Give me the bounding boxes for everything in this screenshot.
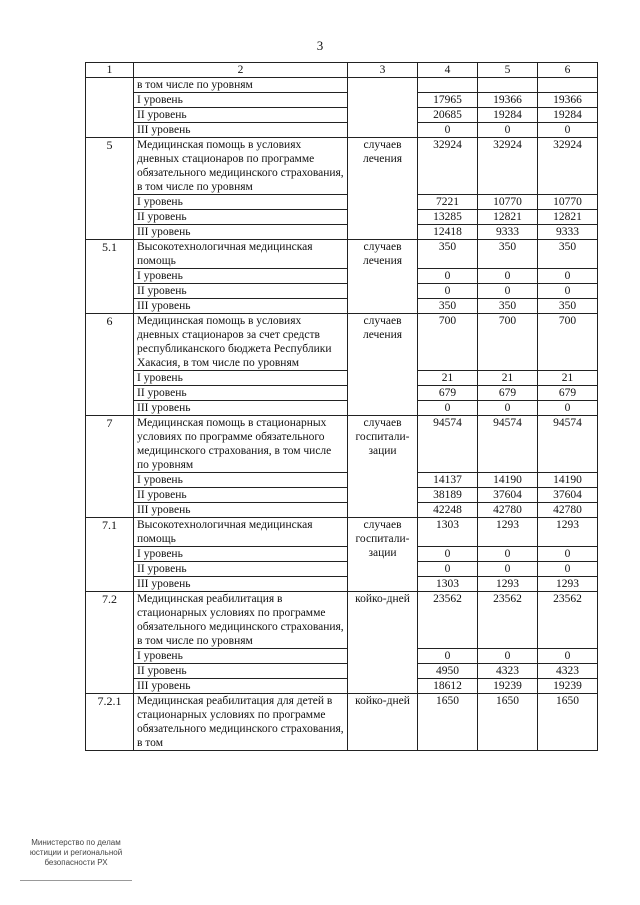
value-cell: 1303: [418, 518, 478, 547]
table-row: [86, 664, 598, 679]
value-cell: 1303: [418, 577, 478, 592]
value-cell: 12418: [418, 225, 478, 240]
value-cell: 1650: [478, 694, 538, 751]
value-cell: 21: [538, 371, 598, 386]
value-cell: 350: [418, 240, 478, 269]
value-cell: 17965: [418, 93, 478, 108]
table-row: [86, 694, 598, 751]
value-cell: 4323: [478, 664, 538, 679]
table-row: [86, 210, 598, 225]
value-cell: 0: [418, 269, 478, 284]
value-cell: 38189: [418, 488, 478, 503]
row-label: II уровень: [134, 108, 348, 123]
value-cell: 94574: [478, 416, 538, 473]
unit-cell: случаев лечения: [348, 240, 418, 314]
value-cell: 0: [478, 401, 538, 416]
value-cell: 350: [478, 299, 538, 314]
value-cell: 9333: [478, 225, 538, 240]
value-cell: 350: [418, 299, 478, 314]
value-cell: 10770: [538, 195, 598, 210]
header-cell: 2: [134, 63, 348, 78]
value-cell: 19366: [478, 93, 538, 108]
header-cell: 1: [86, 63, 134, 78]
row-label: I уровень: [134, 195, 348, 210]
table-row: [86, 577, 598, 592]
row-label: I уровень: [134, 371, 348, 386]
value-cell: 19239: [538, 679, 598, 694]
section-number-cell: [86, 78, 134, 138]
table-row: [86, 679, 598, 694]
value-cell: 23562: [418, 592, 478, 649]
value-cell: 0: [418, 547, 478, 562]
section-description: Медицинская помощь в условиях дневных стационаров по программе обязательного медицинского страхования, в том числе по уровням: [134, 138, 348, 195]
row-label: II уровень: [134, 386, 348, 401]
value-cell: 94574: [538, 416, 598, 473]
value-cell: 32924: [478, 138, 538, 195]
value-cell: 0: [538, 649, 598, 664]
section-number-cell: 7.2: [86, 592, 134, 694]
value-cell: 37604: [538, 488, 598, 503]
value-cell: 1293: [478, 518, 538, 547]
value-cell: 0: [418, 649, 478, 664]
value-cell: [478, 78, 538, 93]
section-number-cell: 5: [86, 138, 134, 240]
value-cell: 350: [538, 299, 598, 314]
value-cell: 14190: [478, 473, 538, 488]
table-row: [86, 299, 598, 314]
value-cell: 700: [478, 314, 538, 371]
unit-cell: койко-дней: [348, 694, 418, 751]
table-row: [86, 314, 598, 371]
value-cell: 0: [478, 284, 538, 299]
unit-cell: случаев госпитали-зации: [348, 518, 418, 592]
value-cell: 350: [478, 240, 538, 269]
table-row: [86, 123, 598, 138]
value-cell: 18612: [418, 679, 478, 694]
value-cell: 1650: [418, 694, 478, 751]
value-cell: 21: [478, 371, 538, 386]
row-label: в том числе по уровням: [134, 78, 348, 93]
table-row: [86, 138, 598, 195]
table-row: [86, 93, 598, 108]
value-cell: 1293: [538, 518, 598, 547]
header-cell: 3: [348, 63, 418, 78]
page-number: 3: [316, 38, 324, 53]
table-row: [86, 518, 598, 547]
header-cell: 4: [418, 63, 478, 78]
table-row: [86, 269, 598, 284]
value-cell: 0: [538, 123, 598, 138]
row-label: I уровень: [134, 93, 348, 108]
value-cell: 0: [538, 401, 598, 416]
section-description: Медицинская помощь в условиях дневных стационаров за счет средств республиканского бюджета Республики Хакасия, в том числе по уровням: [134, 314, 348, 371]
value-cell: 9333: [538, 225, 598, 240]
value-cell: 14190: [538, 473, 598, 488]
section-description: Медицинская реабилитация для детей в стационарных условиях по программе обязательного медицинского страхования, в том: [134, 694, 348, 751]
row-label: II уровень: [134, 488, 348, 503]
table-row: [86, 547, 598, 562]
stamp-line: безопасности РХ: [44, 858, 108, 867]
value-cell: 4950: [418, 664, 478, 679]
value-cell: 0: [478, 123, 538, 138]
unit-cell: [348, 78, 418, 138]
row-label: II уровень: [134, 562, 348, 577]
value-cell: 42780: [538, 503, 598, 518]
value-cell: 10770: [478, 195, 538, 210]
value-cell: 23562: [538, 592, 598, 649]
header-cell: 6: [538, 63, 598, 78]
unit-cell: койко-дней: [348, 592, 418, 694]
row-label: II уровень: [134, 664, 348, 679]
value-cell: 37604: [478, 488, 538, 503]
table-row: [86, 195, 598, 210]
value-cell: 0: [538, 284, 598, 299]
value-cell: 42780: [478, 503, 538, 518]
registration-stamp: [20, 838, 132, 881]
value-cell: 1293: [538, 577, 598, 592]
value-cell: 32924: [418, 138, 478, 195]
value-cell: 0: [478, 547, 538, 562]
table-row: [86, 503, 598, 518]
row-label: II уровень: [134, 210, 348, 225]
value-cell: 1293: [478, 577, 538, 592]
value-cell: 13285: [418, 210, 478, 225]
table-row: [86, 649, 598, 664]
value-cell: 0: [478, 649, 538, 664]
value-cell: 679: [418, 386, 478, 401]
row-label: I уровень: [134, 269, 348, 284]
table-row: [86, 371, 598, 386]
value-cell: 32924: [538, 138, 598, 195]
value-cell: 20685: [418, 108, 478, 123]
table-row: [86, 473, 598, 488]
header-row: [86, 63, 598, 78]
value-cell: [418, 78, 478, 93]
table-row: [86, 78, 598, 93]
value-cell: 19284: [478, 108, 538, 123]
value-cell: 21: [418, 371, 478, 386]
unit-cell: случаев лечения: [348, 314, 418, 416]
row-label: I уровень: [134, 649, 348, 664]
value-cell: 1650: [538, 694, 598, 751]
section-description: Медицинская помощь в стационарных условиях по программе обязательного медицинского страхования, в том числе по уровням: [134, 416, 348, 473]
table-row: [86, 416, 598, 473]
row-label: III уровень: [134, 299, 348, 314]
table-row: [86, 225, 598, 240]
section-number-cell: 7: [86, 416, 134, 518]
section-description: Высокотехнологичная медицинская помощь: [134, 518, 348, 547]
table-row: [86, 240, 598, 269]
stamp-line: юстиции и региональной: [29, 848, 123, 857]
section-number-cell: 7.2.1: [86, 694, 134, 751]
table-row: [86, 562, 598, 577]
value-cell: 0: [538, 562, 598, 577]
table-row: [86, 108, 598, 123]
row-label: III уровень: [134, 679, 348, 694]
row-label: I уровень: [134, 547, 348, 562]
value-cell: 0: [418, 123, 478, 138]
value-cell: 19239: [478, 679, 538, 694]
row-label: III уровень: [134, 577, 348, 592]
value-cell: 23562: [478, 592, 538, 649]
value-cell: 19366: [538, 93, 598, 108]
row-label: III уровень: [134, 225, 348, 240]
value-cell: 14137: [418, 473, 478, 488]
table-row: [86, 401, 598, 416]
value-cell: 0: [418, 284, 478, 299]
value-cell: 0: [478, 562, 538, 577]
row-label: III уровень: [134, 503, 348, 518]
stamp-line: Министерство по делам: [31, 838, 121, 847]
value-cell: 0: [418, 401, 478, 416]
value-cell: 0: [538, 547, 598, 562]
value-cell: 0: [418, 562, 478, 577]
value-cell: 679: [478, 386, 538, 401]
row-label: I уровень: [134, 473, 348, 488]
value-cell: 0: [538, 269, 598, 284]
value-cell: 0: [478, 269, 538, 284]
value-cell: 12821: [538, 210, 598, 225]
section-number-cell: 5.1: [86, 240, 134, 314]
value-cell: 350: [538, 240, 598, 269]
header-cell: 5: [478, 63, 538, 78]
table-row: [86, 284, 598, 299]
table-row: [86, 592, 598, 649]
levels-table: [85, 62, 598, 751]
row-label: III уровень: [134, 123, 348, 138]
value-cell: 4323: [538, 664, 598, 679]
row-label: II уровень: [134, 284, 348, 299]
section-number-cell: 6: [86, 314, 134, 416]
unit-cell: случаев лечения: [348, 138, 418, 240]
section-description: Медицинская реабилитация в стационарных условиях по программе обязательного медицинского страхования, в том числе по уровням: [134, 592, 348, 649]
value-cell: 679: [538, 386, 598, 401]
value-cell: [538, 78, 598, 93]
value-cell: 7221: [418, 195, 478, 210]
value-cell: 19284: [538, 108, 598, 123]
value-cell: 700: [538, 314, 598, 371]
section-description: Высокотехнологичная медицинская помощь: [134, 240, 348, 269]
table-row: [86, 488, 598, 503]
section-number-cell: 7.1: [86, 518, 134, 592]
value-cell: 94574: [418, 416, 478, 473]
table-row: [86, 386, 598, 401]
row-label: III уровень: [134, 401, 348, 416]
value-cell: 42248: [418, 503, 478, 518]
value-cell: 12821: [478, 210, 538, 225]
unit-cell: случаев госпитали-зации: [348, 416, 418, 518]
value-cell: 700: [418, 314, 478, 371]
